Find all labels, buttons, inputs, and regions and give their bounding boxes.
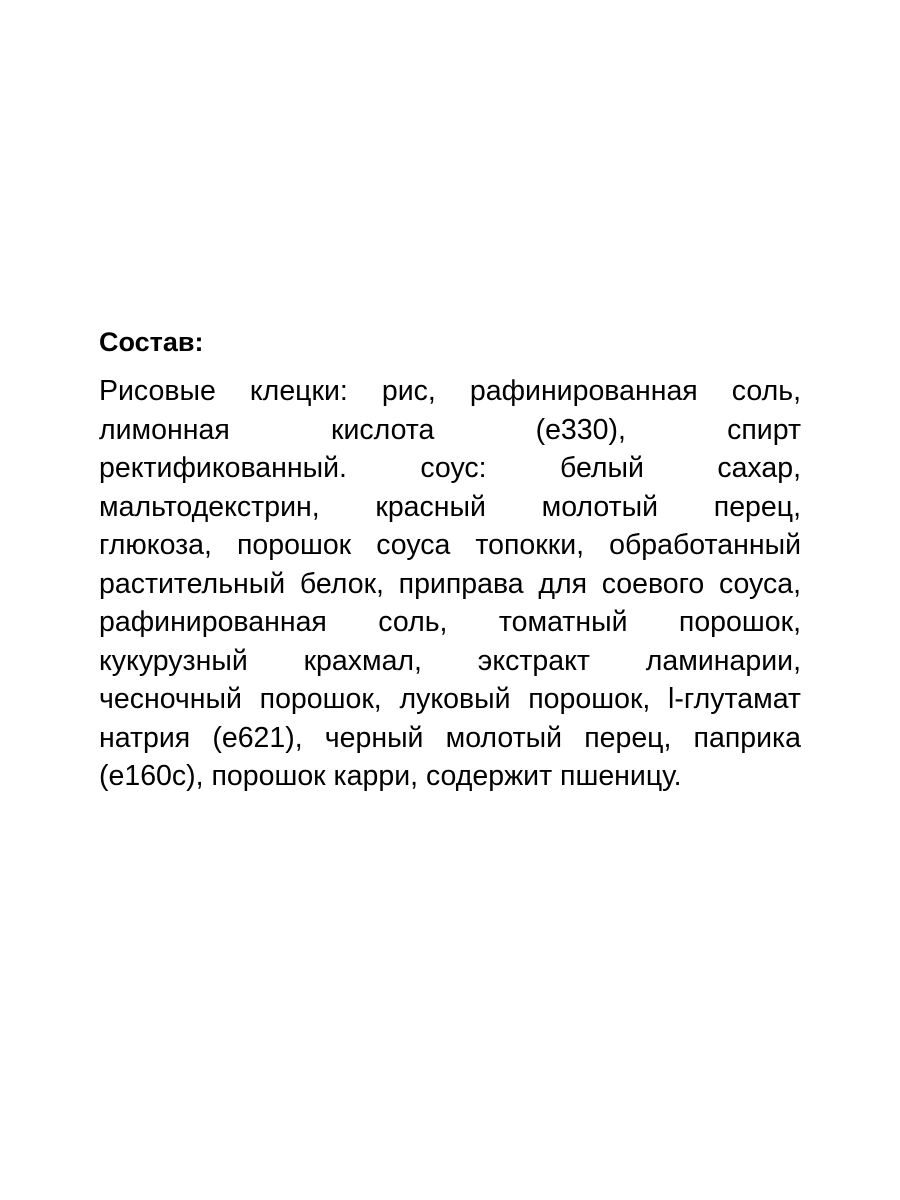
ingredients-block <box>99 326 801 796</box>
ingredients-line: кукурузный крахмал, экстракт ламинарии, <box>99 644 801 677</box>
ingredients-line: Рисовые клецки: рис, рафинированная соль, <box>99 375 801 407</box>
ingredients-heading: Состав: <box>99 327 204 357</box>
ingredients-line: (е160с), порошок карри, содержит пшеницу. <box>99 760 682 792</box>
ingredients-line: чесночный порошок, луковый порошок, l-глутамат <box>99 683 801 715</box>
ingredients-line: глюкоза, порошок соуса топокки, обработанный <box>99 529 801 561</box>
ingredients-line: ректификованный. соус: белый сахар, <box>99 452 801 484</box>
ingredients-line: мальтодекстрин, красный молотый перец, <box>99 490 801 523</box>
ingredients-line: натрия (е621), черный молотый перец, паприка <box>99 721 801 754</box>
ingredients-text <box>99 372 801 796</box>
ingredients-line: рафинированная соль, томатный порошок, <box>99 606 801 638</box>
ingredients-line: растительный белок, приправа для соевого соуса, <box>99 567 801 600</box>
ingredients-line: лимонная кислота (е330), спирт <box>99 413 801 446</box>
